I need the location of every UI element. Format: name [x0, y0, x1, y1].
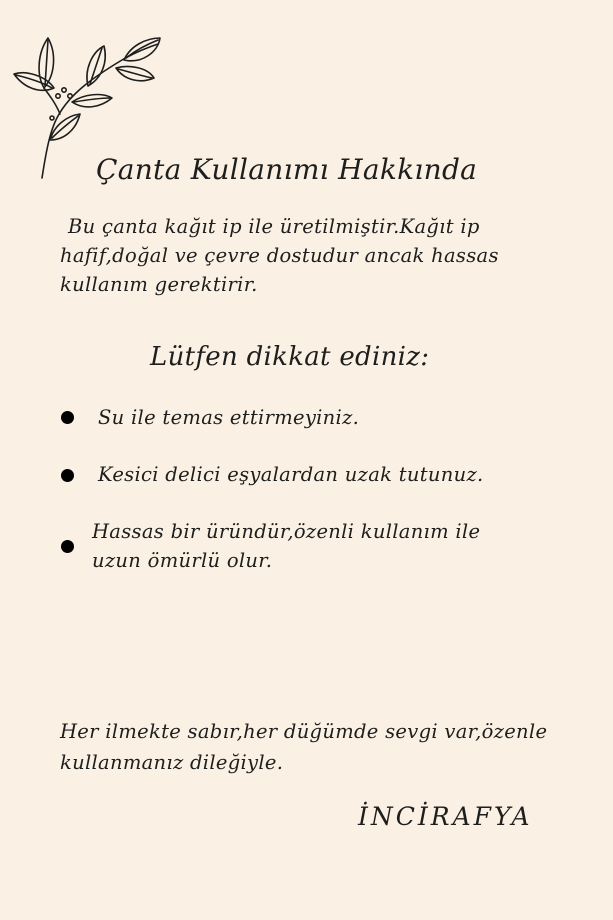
filled-circle-bullet-icon — [61, 469, 74, 482]
note-item: Hassas bir üründür,özenli kullanım ile — [92, 520, 481, 543]
filled-circle-bullet-icon — [61, 540, 74, 553]
intro-line: Bu çanta kağıt ip ile üretilmiştir.Kağıt ip — [68, 215, 480, 238]
section-subtitle: Lütfen dikkat ediniz: — [150, 342, 430, 372]
intro-line: kullanım gerektirir. — [60, 273, 258, 296]
note-item: uzun ömürlü olur. — [92, 549, 273, 572]
closing-line: kullanmanız dileğiyle. — [60, 751, 284, 774]
note-item: Kesici delici eşyalardan uzak tutunuz. — [98, 463, 484, 486]
note-item: Su ile temas ettirmeyiniz. — [98, 406, 360, 429]
closing-paragraph — [60, 716, 600, 778]
intro-paragraph — [60, 212, 580, 299]
filled-circle-bullet-icon — [61, 411, 74, 424]
intro-line: hafif,doğal ve çevre dostudur ancak hassas — [60, 244, 499, 267]
page-title: Çanta Kullanımı Hakkında — [96, 153, 478, 186]
brand-signature: İNCİRAFYA — [358, 802, 533, 831]
closing-line: Her ilmekte sabır,her düğümde sevgi var,özenle — [60, 720, 548, 743]
